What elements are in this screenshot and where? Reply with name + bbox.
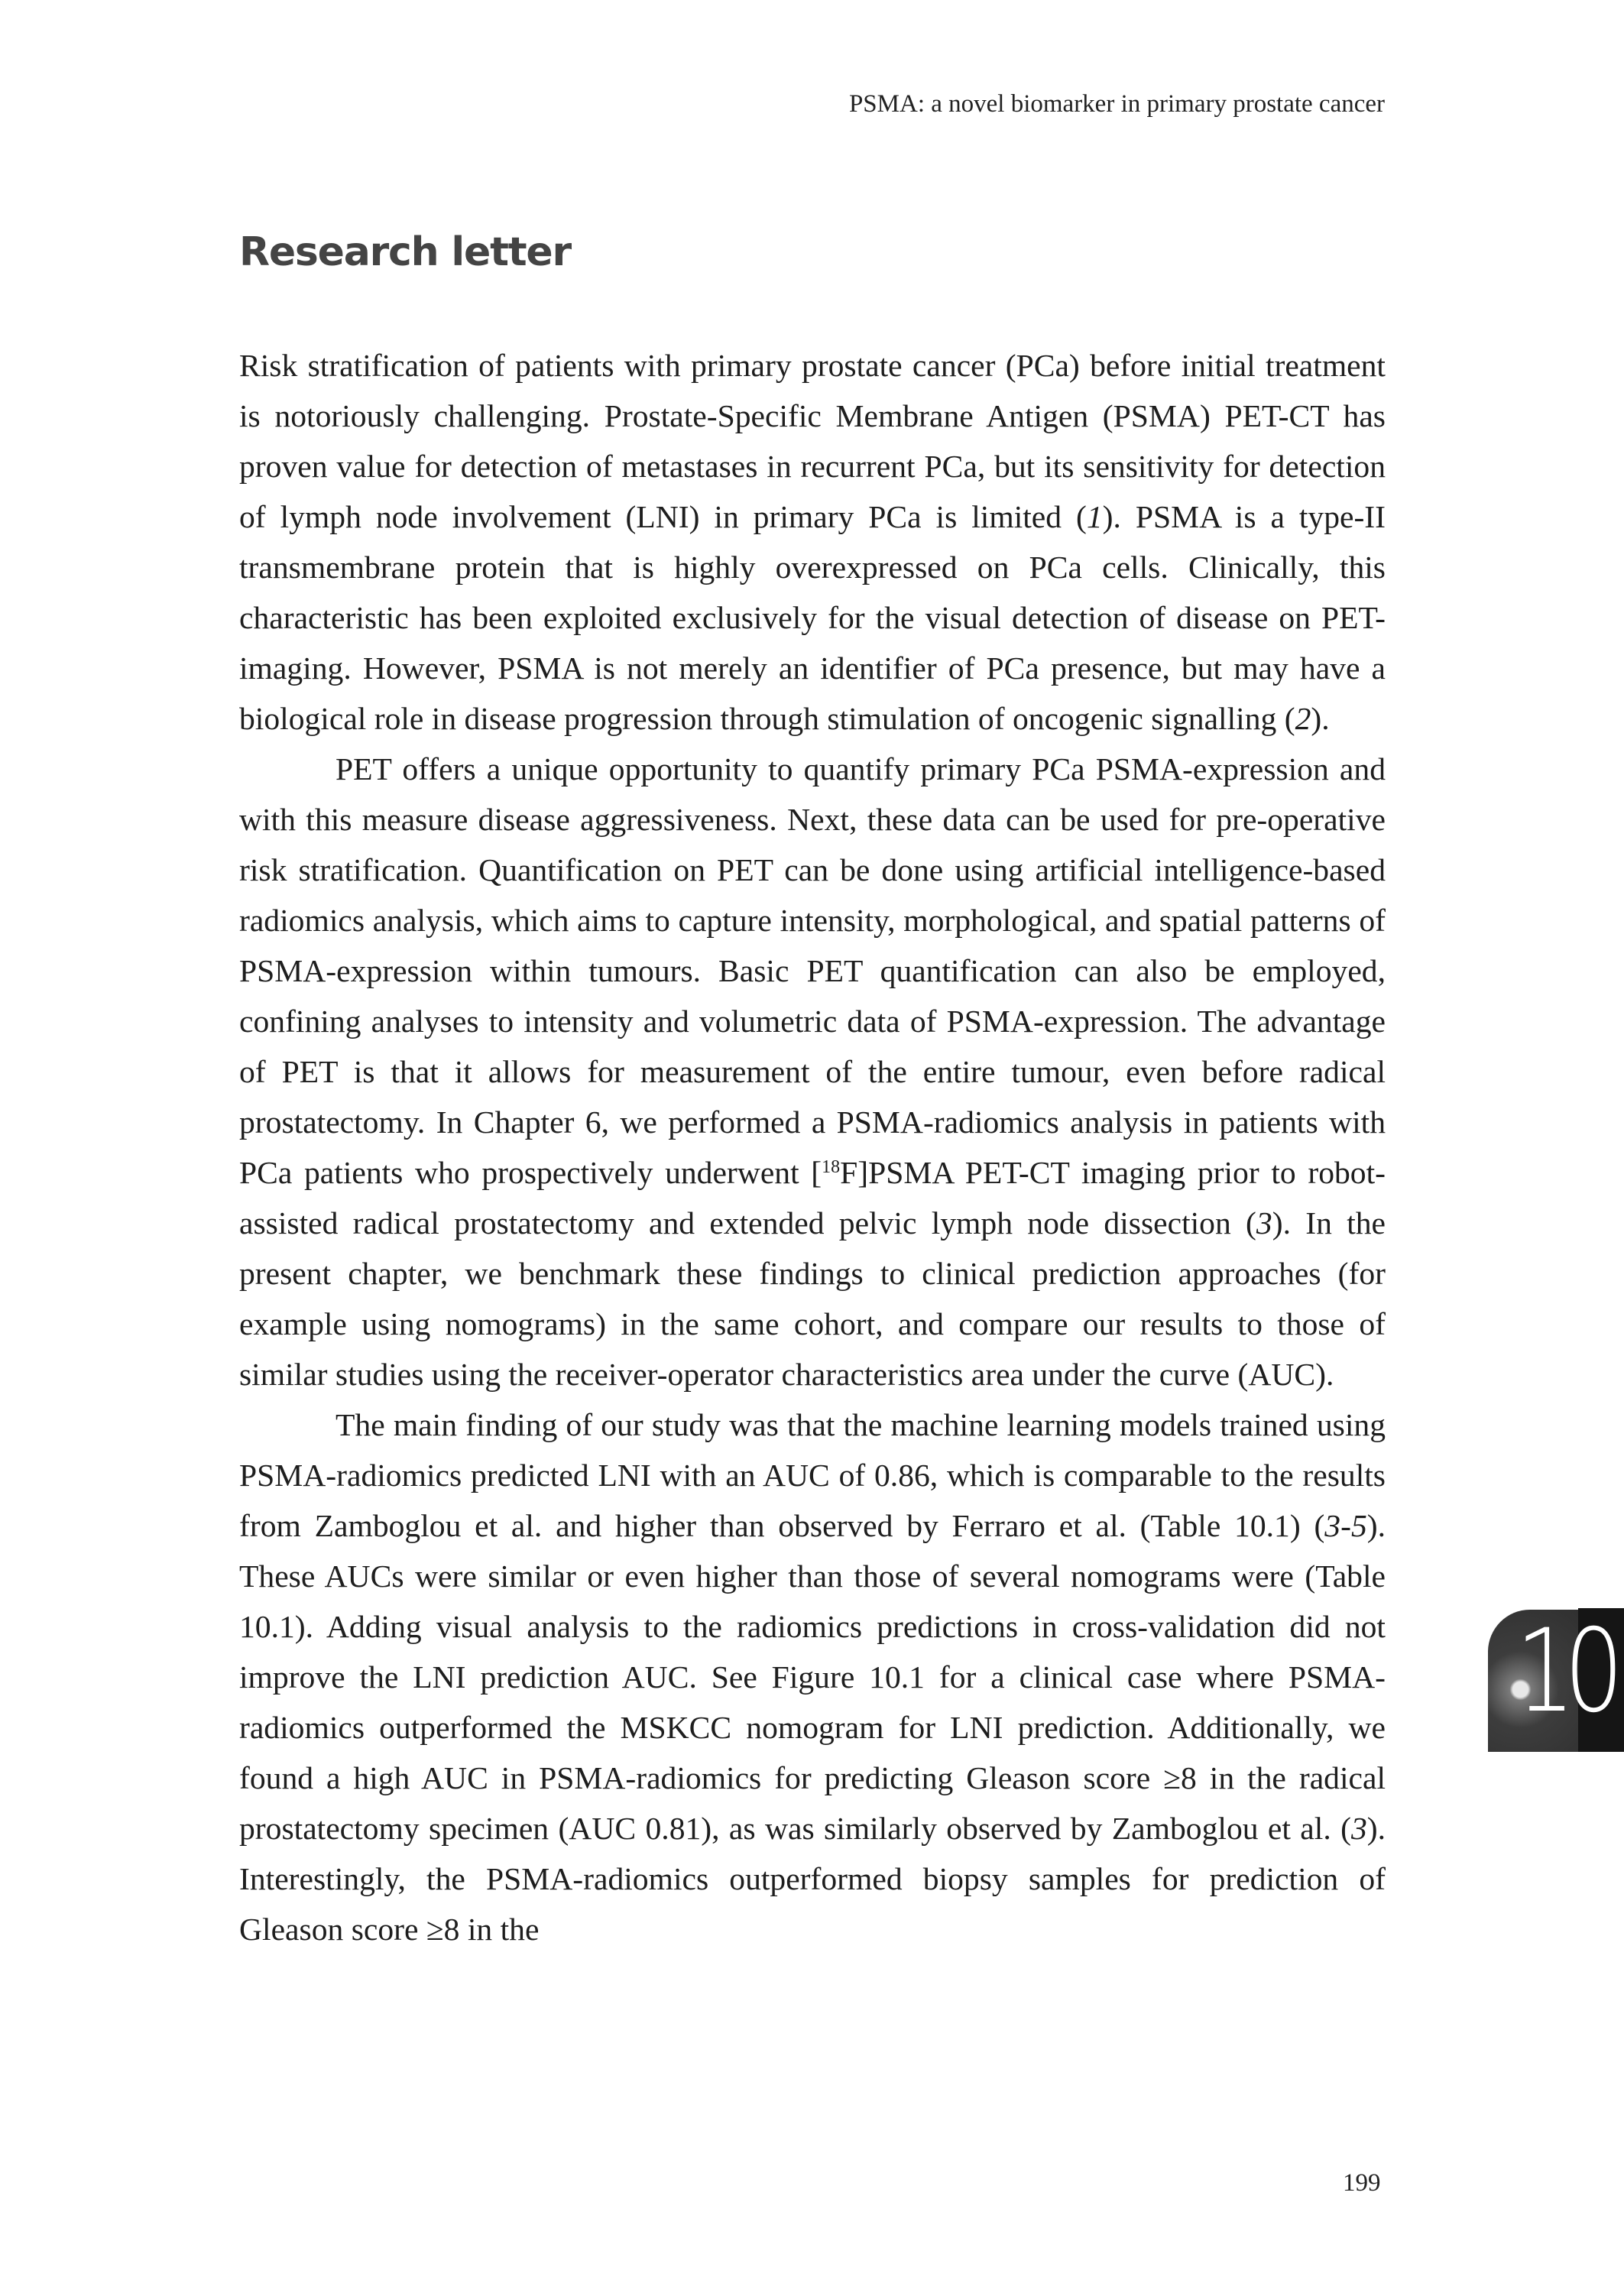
- page-number: 199: [1343, 2169, 1381, 2197]
- citation-ref: 3-5: [1324, 1508, 1367, 1543]
- running-head: PSMA: a novel biomarker in primary prostate cancer: [848, 90, 1385, 118]
- citation-ref: 3: [1350, 1811, 1367, 1846]
- body-text: [239, 340, 1386, 1954]
- chapter-tab: [1471, 1599, 1624, 1752]
- citation-ref: 2: [1295, 701, 1311, 736]
- paragraph: Risk stratification of patients with primary prostate cancer (PCa) before initial treatment is notoriously challenging. Prostate-Specific Membrane Antigen (PSMA) PET-CT has proven value for detection of metastases in recurrent PCa, but its sensitivity for detection of lymph node involvement (LNI) in primary PCa is limited (1). PSMA is a type-II transmembrane protein that is highly overexpressed on PCa cells. Clinically, this characteristic has been exploited exclusively for the visual detection of disease on PET-imaging. However, PSMA is not merely an identifier of PCa presence, but may have a biological role in disease progression through stimulation of oncogenic signalling (2).: [239, 348, 1386, 736]
- citation-ref: 3: [1256, 1205, 1272, 1241]
- paragraph: The main finding of our study was that the machine learning models trained using PSMA-radiomics predicted LNI with an AUC of 0.86, which is comparable to the results from Zamboglou et al. and higher than observed by Ferraro et al. (Table 10.1) (3-5). These AUCs were similar or even higher than those of several nomograms were (Table 10.1). Adding visual analysis to the radiomics predictions in cross-validation did not improve the LNI prediction AUC. See Figure 10.1 for a clinical case where PSMA-radiomics outperformed the MSKCC nomogram for LNI prediction. Additionally, we found a high AUC in PSMA-radiomics for predicting Gleason score ≥8 in the radical prostatectomy specimen (AUC 0.81), as was similarly observed by Zamboglou et al. (3). Interestingly, the PSMA-radiomics outperformed biopsy samples for prediction of Gleason score ≥8 in the: [239, 1407, 1386, 1947]
- chapter-number: 10: [1515, 1605, 1613, 1738]
- citation-ref: 1: [1086, 499, 1103, 534]
- section-title: Research letter: [239, 229, 571, 275]
- paragraph: PET offers a unique opportunity to quantify primary PCa PSMA-expression and with this measure disease aggressiveness. Next, these data can be used for pre-operative risk stratification. Quantification on PET can be done using artificial intelligence-based radiomics analysis, which aims to capture intensity, morphological, and spatial patterns of PSMA-expression within tumours. Basic PET quantification can also be employed, confining analyses to intensity and volumetric data of PSMA-expression. The advantage of PET is that it allows for measurement of the entire tumour, even before radical prostatectomy. In Chapter 6, we performed a PSMA-radiomics analysis in patients with PCa patients who prospectively underwent [$^{18}$F]PSMA PET-CT imaging prior to robot-assisted radical prostatectomy and extended pelvic lymph node dissection (3). In the present chapter, we benchmark these findings to clinical prediction approaches (for example using nomograms) in the same cohort, and compare our results to those of similar studies using the receiver-operator characteristics area under the curve (AUC).: [239, 751, 1386, 1392]
- superscript: 18: [822, 1157, 841, 1177]
